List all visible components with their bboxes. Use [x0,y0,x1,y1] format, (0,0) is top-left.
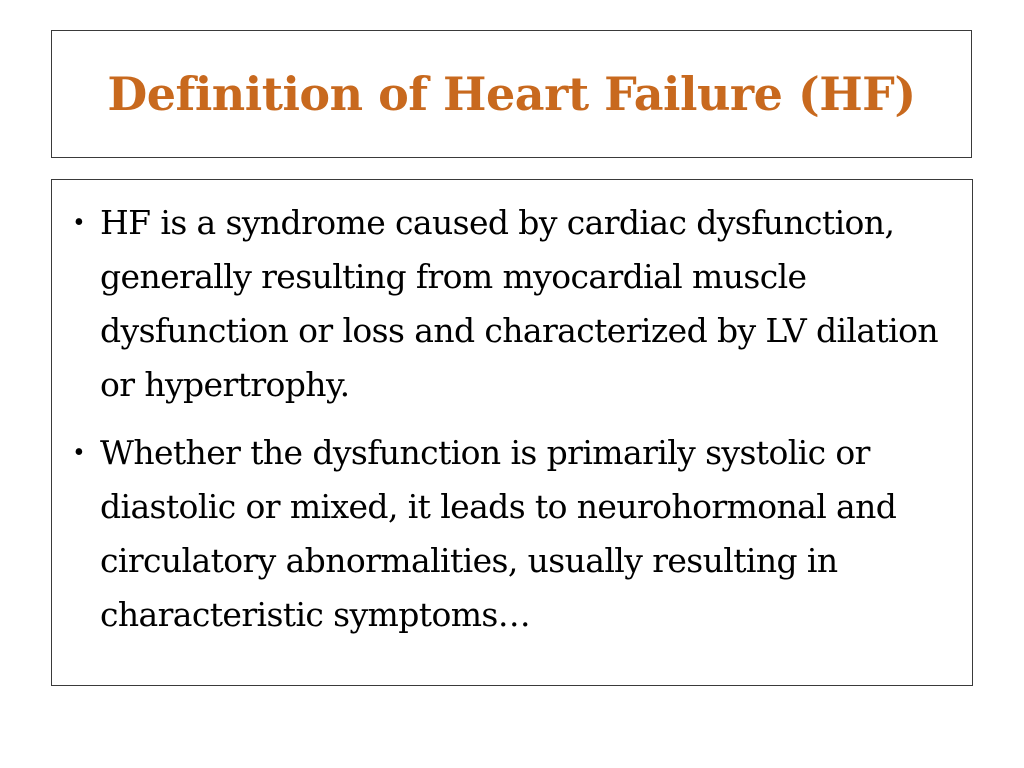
title-placeholder [51,30,972,158]
bullet-item-dysfunction-type [74,426,962,642]
content-placeholder [51,179,973,686]
bullet-marker: • [74,437,84,468]
bullet-marker: • [74,207,84,238]
bullet-text: HF is a syndrome caused by cardiac dysfunction, generally resulting from myocardial muscle dysfunction or loss and characterized by LV dilation or hypertrophy. [100,203,938,404]
slide-title: Definition of Heart Failure (HF) [107,67,916,121]
bullet-text: Whether the dysfunction is primarily systolic or diastolic or mixed, it leads to neurohormonal and circulatory abnormalities, usually resulting in characteristic symptoms… [100,433,897,634]
bullet-list [74,196,962,642]
bullet-item-hf-syndrome [74,196,962,412]
